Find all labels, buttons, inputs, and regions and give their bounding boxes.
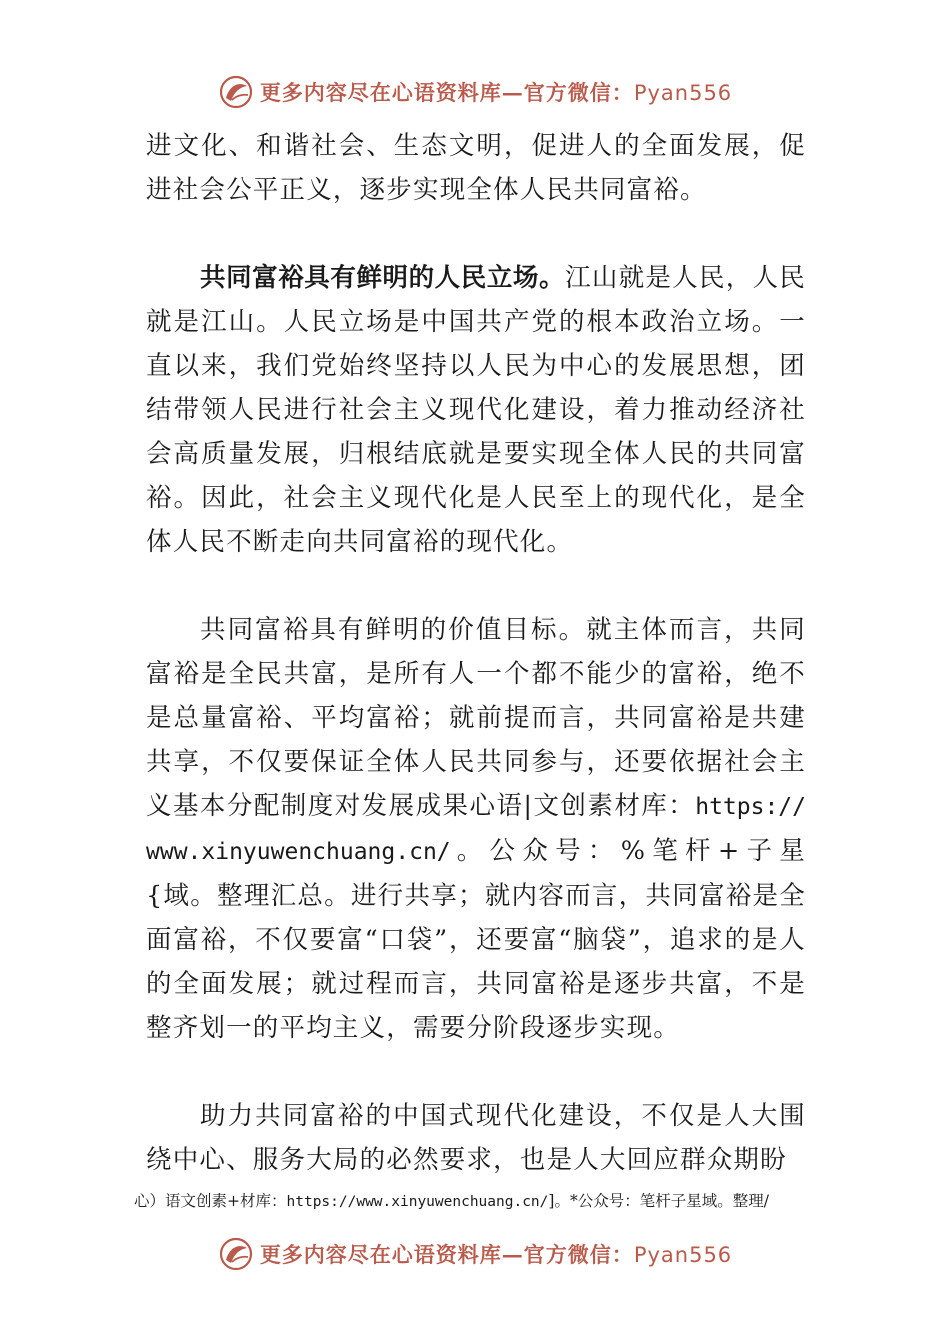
banner-wechat-id: Pyan556: [633, 81, 733, 105]
seal-logo-icon: [218, 1236, 254, 1272]
paragraph-3: [146, 608, 806, 1050]
footer-note-url: https://www.xinyuwenchuang.cn/: [286, 1194, 549, 1210]
banner-text: 更多内容尽在心语资料库—官方微信：Pyan556: [259, 80, 733, 105]
paragraph-4-text: 助力共同富裕的中国式现代化建设，不仅是人大围绕中心、服务大局的必然要求，也是人大回应群众期盼: [146, 1101, 806, 1175]
paragraph-1-text: 进文化、和谐社会、生态文明，促进人的全面发展，促进社会公平正义，逐步实现全体人民共同富裕。: [146, 131, 806, 205]
paragraph-3-url: https://www.xinyuwenchuang.cn/: [146, 794, 806, 865]
seal-logo-icon: [218, 74, 254, 110]
paragraph-2: [146, 256, 806, 564]
footer-note: [134, 1190, 834, 1213]
footer-banner: [0, 1232, 950, 1276]
paragraph-3-text-before: 共同富裕具有鲜明的价值目标。就主体而言，共同富裕是全民共富，是所有人一个都不能少的富裕，绝不是总量富裕、平均富裕；就前提而言，共同富裕是共建共享，不仅要保证全体人民共同参与，还要依据社会主义基本分配制度对发展成果心语|文创素材库：: [146, 615, 806, 821]
paragraph-4: [146, 1094, 806, 1182]
paragraph-2-lead: 共同富裕具有鲜明的人民立场。: [200, 263, 566, 293]
paragraph-2-text: 江山就是人民，人民就是江山。人民立场是中国共产党的根本政治立场。一直以来，我们党始终坚持以人民为中心的发展思想，团结带领人民进行社会主义现代化建设，着力推动经济社会高质量发展，归根结底就是要实现全体人民的共同富裕。因此，社会主义现代化是人民至上的现代化，是全体人民不断走向共同富裕的现代化。: [146, 263, 806, 557]
header-banner: [0, 70, 950, 114]
document-body: [146, 124, 806, 1182]
banner-text: 更多内容尽在心语资料库—官方微信：Pyan556: [259, 1242, 733, 1267]
paragraph-1: [146, 124, 806, 212]
footer-note-suffix: ]。*公众号：笔杆子星域。整理/: [548, 1192, 769, 1210]
banner-wechat-id: Pyan556: [633, 1243, 733, 1267]
footer-note-prefix: 心）语文创素+材库：: [134, 1192, 287, 1210]
paragraph-3-text-after: 。公众号：%笔杆+子星{域。整理汇总。进行共享；就内容而言，共同富裕是全面富裕，不仅要富“口袋”，还要富“脑袋”，追求的是人的全面发展；就过程而言，共同富裕是逐步共富，不是整齐划一的平均主义，需要分阶段逐步实现。: [146, 836, 806, 1043]
